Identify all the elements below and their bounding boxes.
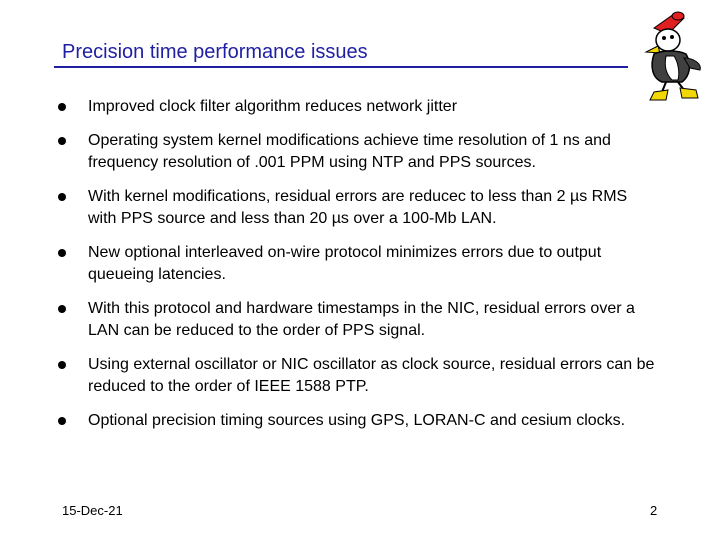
bullet-item (58, 186, 658, 230)
bullet-text: Improved clock filter algorithm reduces network jitter (88, 98, 458, 115)
bullet-dot-icon (58, 193, 66, 201)
bullet-item (58, 354, 658, 398)
bullet-item (58, 410, 658, 432)
bullet-text: Operating system kernel modifications achieve time resolution of 1 ns and frequency resolution of .001 PPM using NTP and PPS sources. (88, 132, 611, 171)
bullet-item (58, 130, 658, 174)
bullet-item (58, 96, 658, 118)
bullet-item (58, 242, 658, 286)
footer-date: 15-Dec-21 (62, 503, 123, 518)
slide-title: Precision time performance issues (62, 41, 368, 63)
bullet-text: Optional precision timing sources using GPS, LORAN-C and cesium clocks. (88, 412, 626, 429)
title-underline (54, 66, 628, 68)
bullet-item (58, 298, 658, 342)
bullet-dot-icon (58, 249, 66, 257)
bullet-dot-icon (58, 103, 66, 111)
bullet-dot-icon (58, 417, 66, 425)
bullet-text: New optional interleaved on-wire protocol minimizes errors due to output queueing latencies. (88, 244, 602, 283)
bullet-text: With this protocol and hardware timestamps in the NIC, residual errors over a LAN can be reduced to the order of PPS signal. (88, 300, 635, 339)
bullet-text: With kernel modifications, residual errors are reducec to less than 2 µs RMS with PPS source and less than 20 µs over a 100-Mb LAN. (88, 188, 628, 227)
bullet-dot-icon (58, 137, 66, 145)
page-number: 2 (650, 503, 658, 518)
bullet-text: Using external oscillator or NIC oscillator as clock source, residual errors can be reduced to the order of IEEE 1588 PTP. (88, 356, 655, 395)
bullet-dot-icon (58, 305, 66, 313)
bullet-list (58, 96, 658, 444)
bullet-dot-icon (58, 361, 66, 369)
cartoon-duck-mascot-icon (632, 8, 712, 104)
